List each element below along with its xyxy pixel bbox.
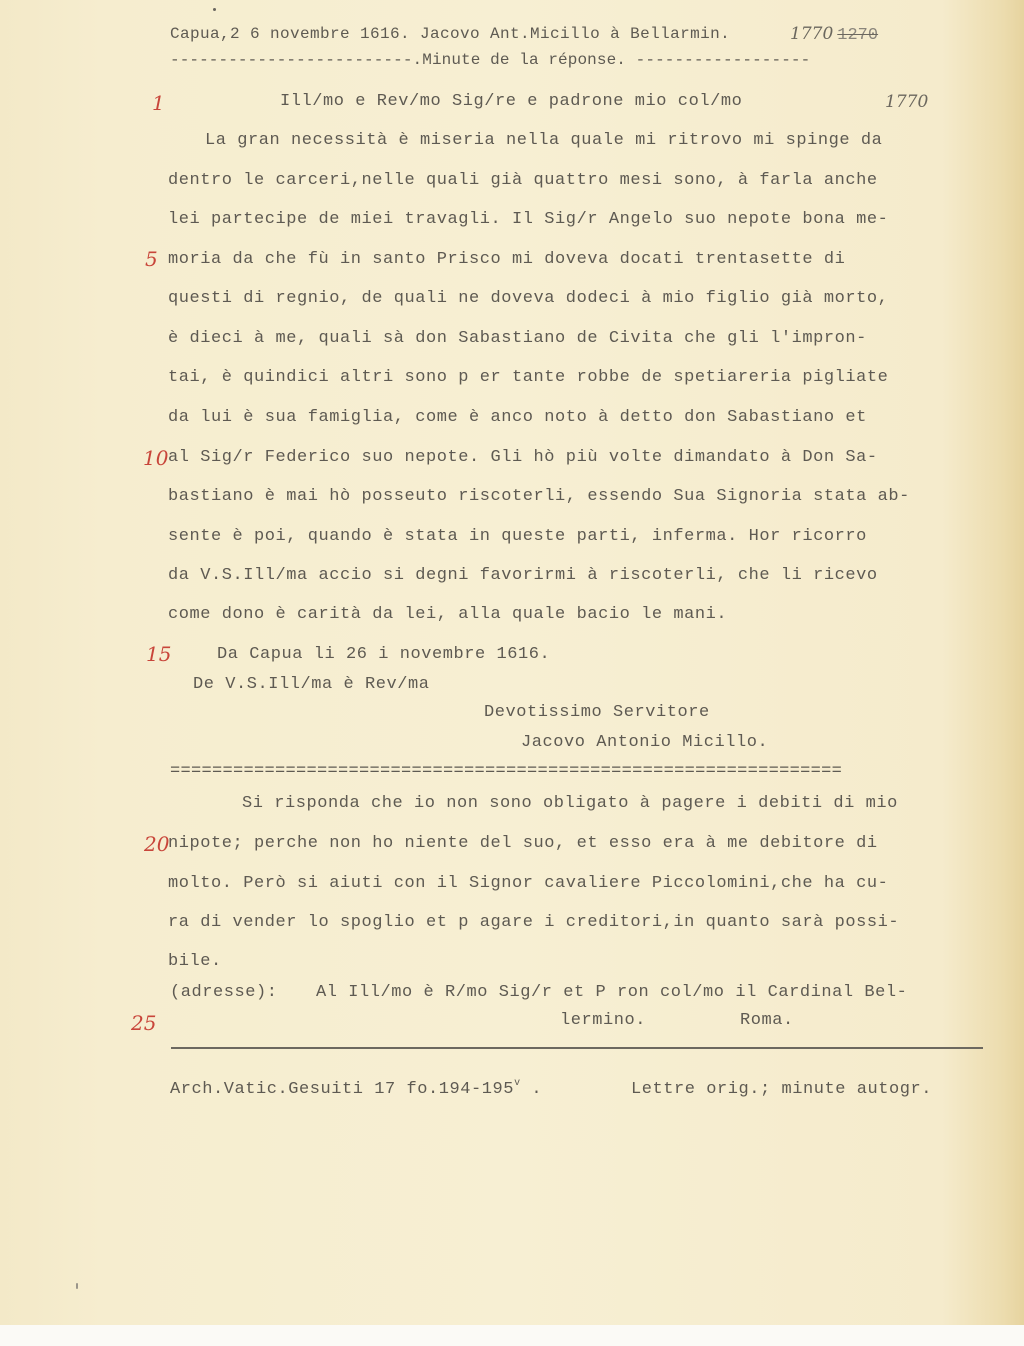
reply-line: Si risponda che io non sono obligato à pagere i debiti di mio (242, 794, 898, 813)
margin-number-20: 20 (144, 832, 170, 856)
letter-line: moria da che fù in santo Prisco mi doveva docati trentasette di (168, 250, 846, 269)
address-label: (adresse): (170, 983, 278, 1002)
address-line-1: Al Ill/mo è R/mo Sig/r et P ron col/mo il Cardinal Bel- (316, 983, 908, 1002)
margin-number-15: 15 (146, 642, 172, 666)
letter-line: come dono è carità da lei, alla quale bacio le mani. (168, 605, 728, 624)
letter-line: da V.S.Ill/ma accio si degni favorirmi à riscoterli, che li ricevo (168, 566, 878, 585)
address-line: De V.S.Ill/ma è Rev/ma (193, 675, 430, 694)
archive-number-below: 1770 (885, 92, 929, 112)
salutation: Ill/mo e Rev/mo Sig/re e padrone mio col/mo (280, 92, 743, 111)
address-city: Roma. (740, 1011, 794, 1030)
date-line: Da Capua li 26 i novembre 1616. (217, 645, 551, 664)
reply-line: bile. (168, 952, 222, 971)
paper-speck (213, 8, 216, 11)
address-line-2: lermino. (560, 1011, 647, 1030)
letter-line: La gran necessità è miseria nella quale mi ritrovo mi spinge da (205, 131, 883, 150)
letter-line: tai, è quindici altri sono p er tante robbe de spetiareria pigliate (168, 368, 889, 387)
archive-reference (170, 1080, 542, 1100)
letter-line: bastiano è mai hò posseuto riscoterli, essendo Sua Signoria stata ab- (168, 487, 910, 506)
paper-speck (76, 1283, 78, 1289)
valediction: Devotissimo Servitore (484, 703, 710, 722)
reply-line: molto. Però si aiuti con il Signor cavaliere Piccolomini,che ha cu- (168, 874, 889, 893)
margin-number-25: 25 (131, 1011, 157, 1035)
letter-line: dentro le carceri,nelle quali già quattro mesi sono, à farla anche (168, 171, 878, 190)
title-line: Capua,2 6 novembre 1616. Jacovo Ant.Micillo à Bellarmin. (170, 25, 731, 43)
subtitle-line: -------------------------.Minute de la réponse. ------------------ (170, 51, 811, 69)
letter-line: questi di regnio, de quali ne doveva dodeci à mio figlio già morto, (168, 289, 889, 308)
letter-line: sente è poi, quando è stata in queste parti, inferma. Hor ricorro (168, 527, 867, 546)
letter-line: al Sig/r Federico suo nepote. Gli hò più volte dimandato à Don Sa- (168, 448, 878, 467)
margin-number-1: 1 (152, 91, 165, 115)
footer-note: Lettre orig.; minute autogr. (631, 1080, 933, 1099)
margin-number-10: 10 (143, 446, 169, 470)
reference-dot: . (531, 1080, 543, 1099)
reply-line: nipote; perche non ho niente del suo, et esso era à me debitore di (168, 834, 878, 853)
signature: Jacovo Antonio Micillo. (521, 733, 769, 752)
separator: ================================================================ (170, 762, 843, 781)
letter-line: da lui è sua famiglia, come è anco noto à detto don Sabastiano et (168, 408, 867, 427)
reference-sup: v (514, 1078, 521, 1089)
letter-line: è dieci à me, quali sà don Sabastiano de Civita che gli l'impron- (168, 329, 867, 348)
margin-number-5: 5 (145, 247, 158, 271)
horizontal-rule (171, 1047, 983, 1049)
archive-number-top-value: 1770 (790, 24, 834, 44)
archive-number-top (790, 24, 878, 46)
letter-line: lei partecipe de miei travagli. Il Sig/r Angelo suo nepote bona me- (168, 210, 889, 229)
struck-number: 1270 (837, 26, 879, 45)
reply-line: ra di vender lo spoglio et p agare i creditori,in quanto sarà possi- (168, 913, 900, 932)
reference-text: Arch.Vatic.Gesuiti 17 fo.194-195 (170, 1080, 515, 1099)
